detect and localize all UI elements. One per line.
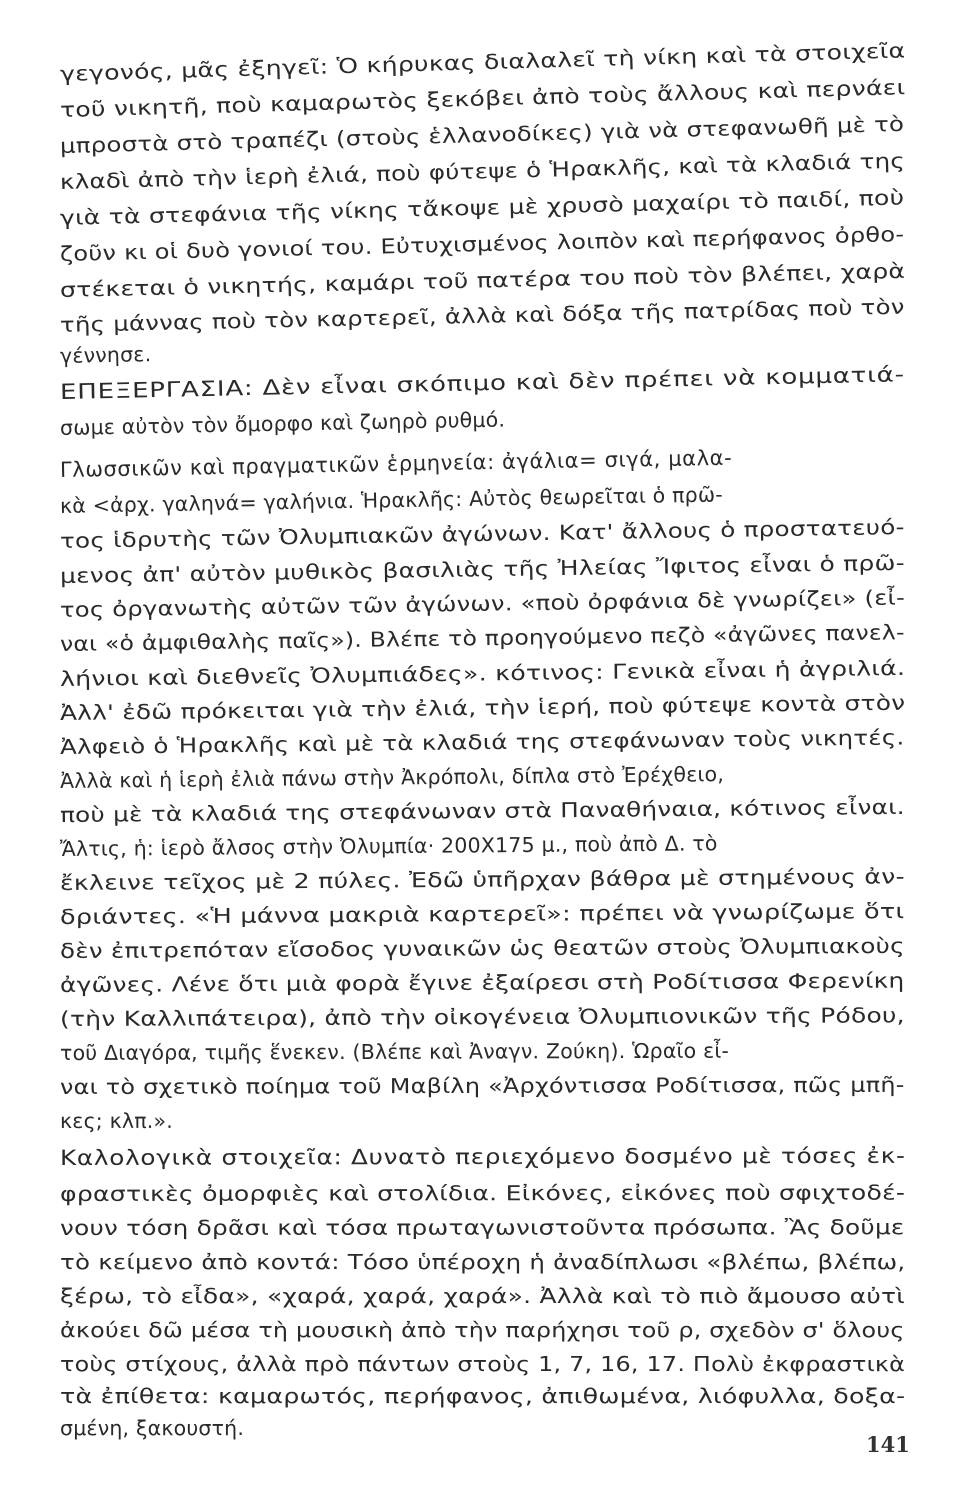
text-line: στέκεται ὁ νικητής, καμάρι τοῦ πατέρα του ποὺ τὸν βλέπει, χαρὰ	[59, 258, 906, 302]
text-line: ναι «ὁ ἀμφιθαλὴς παῖς»). Βλέπε τὸ προηγούμενο πεζὸ «ἀγῶνες πανελ-	[59, 620, 905, 656]
text-line: φραστικὲς ὀμορφιὲς καὶ στολίδια. Εἰκόνες, εἰκόνες ποὺ σφιχτοδέ-	[59, 1180, 906, 1206]
text-line: τὰ ἐπίθετα: καμαρωτός, περήφανος, ἀπιθωμένα, λιόφυλλα, δοξα-	[60, 1384, 906, 1408]
text-line: δὲν ἐπιτρεπόταν εἴσοδος γυναικῶν ὡς θεατῶν στοὺς Ὀλυμπιακοὺς	[59, 933, 905, 963]
text-line: ζοῦν κι οἱ δυὸ γονιοί του. Εὐτυχισμένος λοιπὸν καὶ περήφανος ὀρθο-	[59, 222, 905, 266]
text-line: (τὴν Καλλιπάτειρα), ἀπὸ τὴν οἰκογένεια Ὀλυμπιονικῶν τῆς Ρόδου,	[59, 1003, 905, 1031]
text-line: τὸ κείμενο ἀπὸ κοντά: Τόσο ὑπέροχη ἡ ἀναδίπλωσι «βλέπω, βλέπω,	[60, 1250, 906, 1274]
text-line: λήνιοι καὶ διεθνεῖς Ὀλυμπιάδες». κότινος: Γενικὰ εἶναι ἡ ἀγριλιά.	[59, 655, 906, 691]
text-line: τοὺς στίχους, ἀλλὰ πρὸ πάντων στοὺς 1, 7, 16, 17. Πολὺ ἐκφραστικὰ	[60, 1352, 906, 1376]
text-line: κλαδὶ ἀπὸ τὴν ἱερὴ ἐλιά, ποὺ φύτεψε ὁ Ἡρακλῆς, καὶ τὰ κλαδιά της	[59, 148, 906, 194]
text-line: Ἀλφειὸ ὁ Ἡρακλῆς καὶ μὲ τὰ κλαδιά της στεφάνωναν τοὺς νικητές.	[59, 725, 905, 759]
text-line: κὰ <ἀρχ. γαληνά= γαλήνια. Ἡρακλῆς: Αὐτὸς θεωρεῖται ὁ πρῶ-	[59, 482, 724, 518]
text-line: νουν τόση δρᾶσι καὶ τόσα πρωταγωνιστοῦντα πρόσωπα. Ἂς δοῦμε	[59, 1215, 905, 1240]
text-line: ἀκούει δῶ μέσα τὴ μουσικὴ ἀπὸ τὴν παρήχησι τοῦ ρ, σχεδὸν σ' ὅλους	[60, 1318, 905, 1342]
text-line: γιὰ τὰ στεφάνια τῆς νίκης τἄκοψε μὲ χρυσὸ μαχαίρι τὸ παιδί, ποὺ	[59, 185, 905, 230]
text-line: τοῦ νικητῆ, ποὺ καμαρωτὸς ξεκόβει ἀπὸ τοὺς ἄλλους καὶ περνάει	[59, 75, 906, 122]
text-line: τος ἱδρυτὴς τῶν Ὀλυμπιακῶν ἀγώνων. Κατ' ἄλλους ὁ προστατευό-	[59, 514, 905, 553]
text-line: ἔκλεινε τεῖχος μὲ 2 πύλες. Ἐδῶ ὑπῆρχαν βάθρα μὲ στημένους ἀν-	[59, 864, 905, 895]
section-heading-epexergasia: ΕΠΕΞΕΡΓΑΣΙΑ: Δὲν εἶναι σκόπιμο καὶ δὲν πρέπει νὰ κομματιά-	[59, 362, 906, 404]
page-number: 141	[866, 1432, 910, 1457]
text-line: Ἀλλ' ἐδῶ πρόκειται γιὰ τὴν ἐλιά, τὴν ἱερή, ποὺ φύτεψε κοντὰ στὸν	[59, 690, 906, 725]
text-line: σωμε αὐτὸν τὸν ὄμορφο καὶ ζωηρὸ ρυθμό.	[59, 407, 506, 440]
text-line: μενος ἀπ' αὐτὸν μυθικὸς βασιλιὰς τῆς Ἠλείας Ἴφιτος εἶναι ὁ πρῶ-	[59, 550, 906, 588]
text-line: τος ὀργανωτὴς αὐτῶν τῶν ἀγώνων. «ποὺ ὀρφάνια δὲ γνωρίζει» (εἶ-	[59, 585, 906, 622]
section-heading-kalologika: Καλολογικὰ στοιχεῖα: Δυνατὸ περιεχόμενο δοσμένο μὲ τόσες ἐκ-	[59, 1143, 906, 1170]
text-line: ξέρω, τὸ εἶδα», «χαρά, χαρά, χαρά». Ἀλλὰ καὶ τὸ πιὸ ἄμουσο αὐτὶ	[60, 1284, 905, 1308]
text-line: Ἀλλὰ καὶ ἡ ἱερὴ ἐλιὰ πάνω στὴν Ἀκρόπολι, δίπλα στὸ Ἐρέχθειο,	[59, 762, 725, 793]
text-line: τῆς μάννας ποὺ τὸν καρτερεῖ, ἀλλὰ καὶ δόξα τῆς πατρίδας ποὺ τὸν	[59, 294, 905, 337]
section-heading-glossikon: Γλωσσικῶν καὶ πραγματικῶν ἑρμηνεία: ἀγάλια= σιγά, μαλα-	[59, 445, 733, 482]
text-line: δριάντες. «Ἡ μάννα μακριὰ καρτερεῖ»: πρέπει νὰ γνωρίζωμε ὅτι	[59, 899, 905, 929]
text-line: γεγονός, μᾶς ἐξηγεῖ: Ὁ κήρυκας διαλαλεῖ τὴ νίκη καὶ τὰ στοιχεῖα	[59, 38, 906, 86]
text-line: ποὺ μὲ τὰ κλαδιά της στεφάνωναν στὰ Παναθήναια, κότινος εἶναι.	[59, 794, 905, 827]
text-line: Ἄλτις, ἡ: ἱερὸ ἄλσος στὴν Ὀλυμπία· 200Χ175 μ., ποὺ ἀπὸ Δ. τὸ	[59, 831, 718, 861]
text-line: γέννησε.	[59, 342, 152, 368]
text-line: κες; κλπ.».	[59, 1108, 173, 1133]
text-line: σμένη, ξακουστή.	[60, 1416, 245, 1440]
text-line: ναι τὸ σχετικὸ ποίημα τοῦ Μαβίλη «Ἀρχόντισσα Ροδίτισσα, πῶς μπῆ-	[59, 1072, 905, 1099]
text-line: ἀγῶνες. Λένε ὅτι μιὰ φορὰ ἔγινε ἐξαίρεσι στὴ Ροδίτισσα Φερενίκη	[59, 968, 905, 997]
text-line: μπροστὰ στὸ τραπέζι (στοὺς ἑλλανοδίκες) γιὰ νὰ στεφανωθῆ μὲ τὸ	[59, 111, 905, 158]
text-line: τοῦ Διαγόρα, τιμῆς ἕνεκεν. (Βλέπε καὶ Ἀναγν. Ζούκη). Ὡραῖο εἶ-	[59, 1038, 730, 1065]
